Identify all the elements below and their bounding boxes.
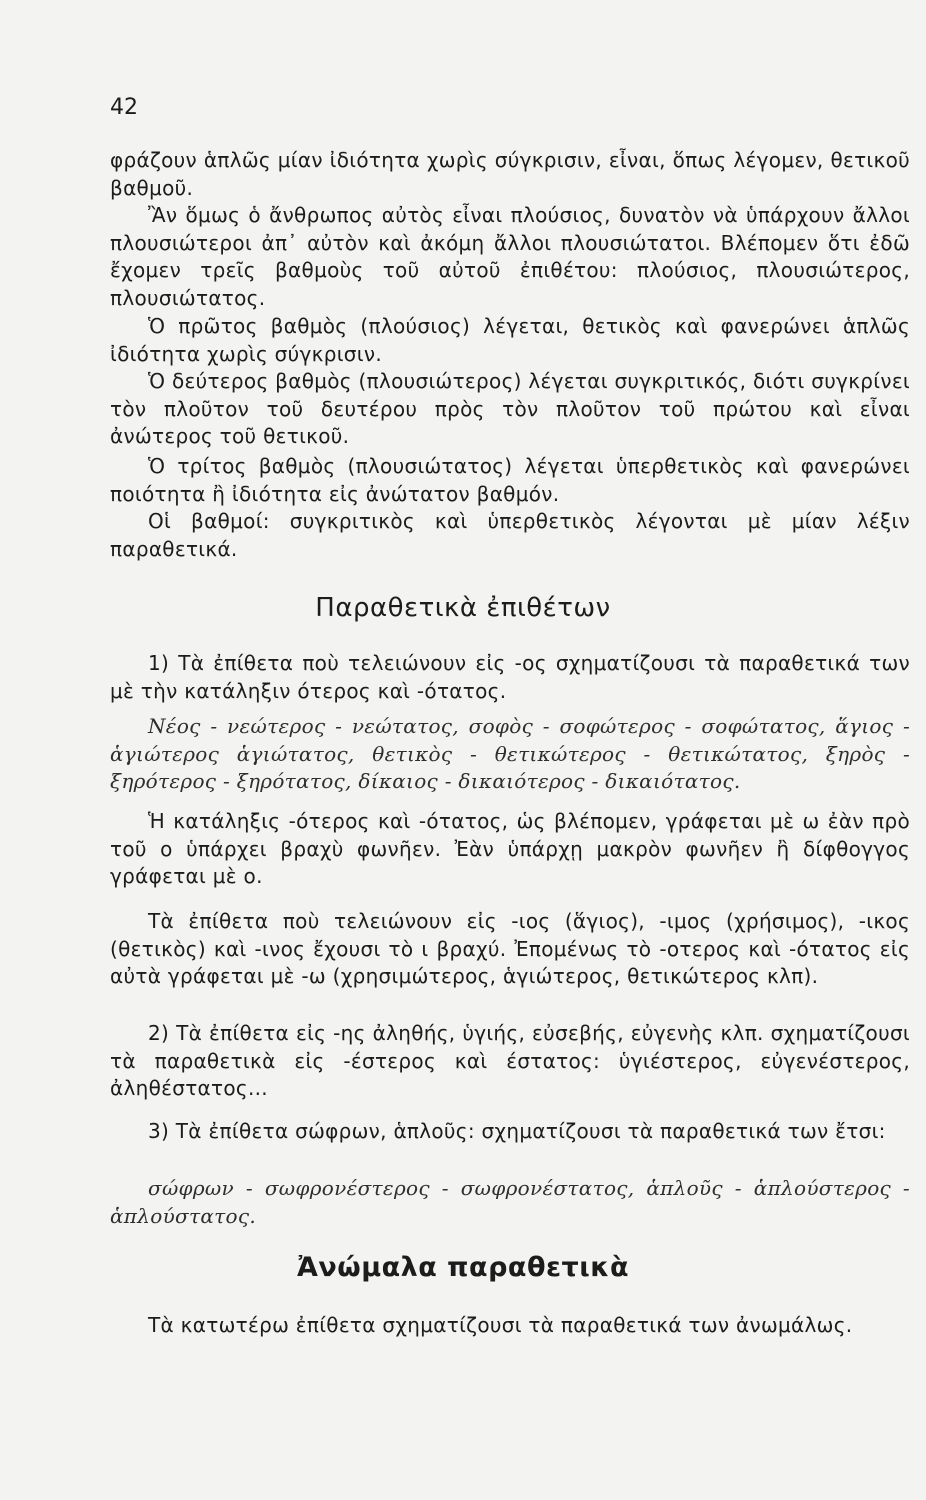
intro-paragraph-6: Οἱ βαθμοί: συγκριτικὸς καὶ ὑπερθετικὸς λέγονται μὲ μίαν λέξιν παραθετικά. <box>110 509 910 561</box>
rule-1: 1) Τὰ ἐπίθετα ποὺ τελειώνουν εἰς -ος σχηματίζουσι τὰ παραθετικά των μὲ τὴν κατάληξιν ότερος καὶ -ότατος. <box>110 651 910 703</box>
intro-paragraph-3: Ὁ πρῶτος βαθμὸς (πλούσιος) λέγεται, θετικὸς καὶ φανερώνει ἁπλῶς ἰδιότητα χωρὶς σύγκρισιν. <box>110 314 910 366</box>
examples-rule-1: Νέος - νεώτερος - νεώτατος, σοφὸς - σοφώτερος - σοφώτατος, ἅγιος - ἁγιώτερος ἁγιώτατος, θετικὸς - θετικώτερος - θετικώτατος, ξηρὸς - ξηρότερος - ξηρότατος, δίκαιος - δικαιότερος - δικαιότατος. <box>110 714 910 794</box>
intro-paragraph-4: Ὁ δεύτερος βαθμὸς (πλουσιώτερος) λέγεται συγκριτικός, διότι συγκρίνει τὸν πλοῦτον τοῦ δευτέρου πρὸς τὸν πλοῦτον τοῦ πρώτου καὶ εἶναι ἀνώτερος τοῦ θετικοῦ. <box>110 369 910 449</box>
intro-paragraph-1: φράζουν ἁπλῶς μίαν ἰδιότητα χωρὶς σύγκρισιν, εἶναι, ὅπως λέγομεν, θετικοῦ βαθμοῦ. <box>110 148 910 200</box>
rule-2: 2) Τὰ ἐπίθετα εἰς -ης ἀληθής, ὑγιής, εὐσεβής, εὐγενὴς κλπ. σχηματίζουσι τὰ παραθετικὰ εἰς -έστερος καὶ έστατος: ὑγιέστερος, εὐγενέστερος, ἀληθέστατος... <box>110 1021 910 1101</box>
intro-paragraph-2: Ἂν ὅμως ὁ ἄνθρωπος αὐτὸς εἶναι πλούσιος, δυνατὸν νὰ ὑπάρχουν ἄλλοι πλουσιώτεροι ἀπ᾽ αὐτὸν καὶ ἀκόμη ἄλλοι πλουσιώτατοι. Βλέπομεν ὅτι ἐδῶ ἔχομεν τρεῖς βαθμοὺς τοῦ αὐτοῦ ἐπιθέτου: πλούσιος, πλουσιώτερος, πλουσιώτατος. <box>110 203 910 311</box>
irregular-intro: Τὰ κατωτέρω ἐπίθετα σχηματίζουσι τὰ παραθετικά των ἀνωμάλως. <box>148 1313 853 1337</box>
examples-rule-3: σώφρων - σωφρονέστερος - σωφρονέστατος, ἁπλοῦς - ἁπλούστερος - ἁπλούστατος. <box>110 1176 910 1228</box>
page-number: 42 <box>110 95 138 120</box>
note-2: Τὰ ἐπίθετα ποὺ τελειώνουν εἰς -ιος (ἅγιος), -ιμος (χρήσιμος), -ικος (θετικὸς) καὶ -ινος ἔχουσι τὸ ι βραχύ. Ἐπομένως τὸ -οτερος καὶ -ότατος εἰς αὐτὰ γράφεται μὲ -ω (χρησιμώτερος, ἁγιώτερος, θετικώτερος κλπ). <box>110 909 910 989</box>
rule-3: 3) Τὰ ἐπίθετα σώφρων, ἁπλοῦς: σχηματίζουσι τὰ παραθετικά των ἔτσι: <box>148 1119 886 1143</box>
section-heading-comparatives: Παραθετικὰ ἐπιθέτων <box>315 593 611 623</box>
note-1: Ἡ κατάληξις -ότερος καὶ -ότατος, ὡς βλέπομεν, γράφεται μὲ ω ἐὰν πρὸ τοῦ ο ὑπάρχει βραχὺ φωνῆεν. Ἐὰν ὑπάρχῃ μακρὸν φωνῆεν ἢ δίφθογγος γράφεται μὲ ο. <box>110 809 910 889</box>
section-heading-irregular: Ἀνώμαλα παραθετικὰ <box>296 1252 630 1283</box>
intro-paragraph-5: Ὁ τρίτος βαθμὸς (πλουσιώτατος) λέγεται ὑπερθετικὸς καὶ φανερώνει ποιότητα ἢ ἰδιότητα εἰς ἀνώτατον βαθμόν. <box>110 454 910 506</box>
